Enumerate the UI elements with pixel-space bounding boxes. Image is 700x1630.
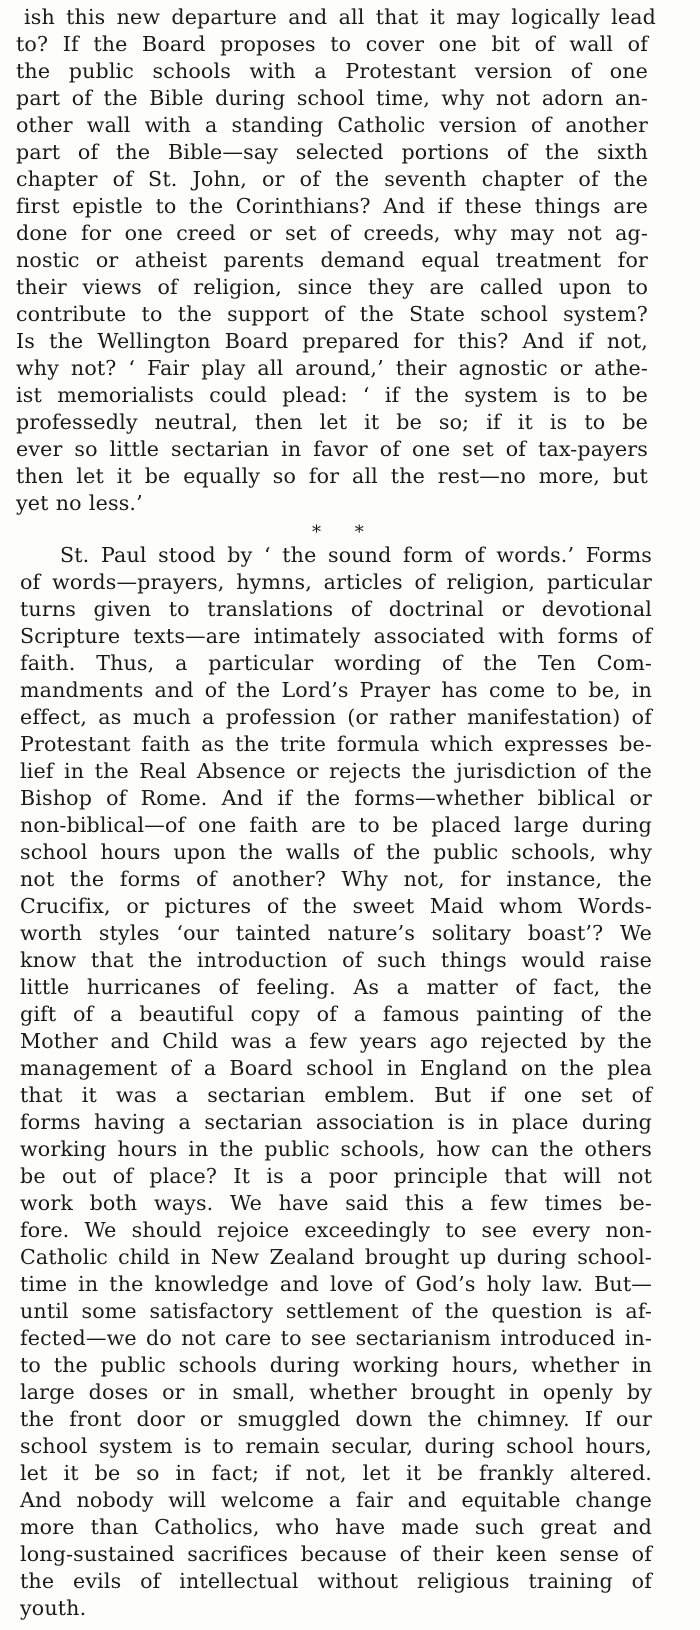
text-line: school system is to remain secular, during school hours, (20, 1434, 652, 1458)
text-line: to the public schools during working hours, whether in (20, 1353, 652, 1377)
text-line: management of a Board school in England on the plea (20, 1056, 652, 1080)
text-line: professedly neutral, then let it be so; if it is to be (16, 410, 648, 434)
text-line: the evils of intellectual without religious training of (20, 1569, 652, 1593)
text-line: not the forms of another? Why not, for instance, the (20, 867, 652, 891)
text-line: more than Catholics, who have made such great and (20, 1515, 652, 1539)
text-line: gift of a beautiful copy of a famous painting of the (20, 1002, 652, 1026)
text-line: Is the Wellington Board prepared for this? And if not, (16, 329, 648, 353)
text-line: be out of place? It is a poor principle that will not (20, 1164, 652, 1188)
text-line: done for one creed or set of creeds, why may not ag- (16, 221, 648, 245)
text-line: Bishop of Rome. And if the forms—whether biblical or (20, 786, 652, 810)
text-line: school hours upon the walls of the public schools, why (20, 840, 652, 864)
text-line: that it was a sectarian emblem. But if one set of (20, 1083, 652, 1107)
text-line: then let it be equally so for all the rest—no more, but (16, 464, 648, 488)
text-line: non-biblical—of one faith are to be placed large during (20, 813, 652, 837)
text-line: worth styles ‘our tainted nature’s solitary boast’? We (20, 921, 652, 945)
text-line: forms having a sectarian association is in place during (20, 1110, 652, 1134)
text-line: Mother and Child was a few years ago rejected by the (20, 1029, 652, 1053)
text-line: of words—prayers, hymns, articles of religion, particular (20, 570, 652, 594)
text-line: ist memorialists could plead: ‘ if the system is to be (16, 383, 648, 407)
text-line: faith. Thus, a particular wording of the Ten Com- (20, 651, 652, 675)
text-line: other wall with a standing Catholic version of another (16, 113, 648, 137)
text-line: large doses or in small, whether brought in openly by (20, 1380, 652, 1404)
text-line: contribute to the support of the State school system? (16, 302, 648, 326)
text-line: turns given to translations of doctrinal or devotional (20, 597, 652, 621)
text-line: ish this new departure and all that it may logically lead (24, 5, 656, 29)
text-line: to? If the Board proposes to cover one bit of wall of (16, 32, 648, 56)
text-line: part of the Bible—say selected portions of the sixth (16, 140, 648, 164)
text-line: St. Paul stood by ‘ the sound form of words.’ Forms (60, 543, 652, 567)
text-line: Crucifix, or pictures of the sweet Maid whom Words- (20, 894, 652, 918)
text-line: ever so little sectarian in favor of one set of tax-payers (16, 437, 648, 461)
text-line: youth. (20, 1596, 87, 1620)
text-line: And nobody will welcome a fair and equitable change (20, 1488, 652, 1512)
text-line: fected—we do not care to see sectarianism introduced in- (20, 1326, 652, 1350)
text-line: part of the Bible during school time, why not adorn an- (16, 86, 648, 110)
text-line: let it be so in fact; if not, let it be frankly altered. (20, 1461, 652, 1485)
text-line: why not? ‘ Fair play all around,’ their agnostic or athe- (16, 356, 648, 380)
text-line: first epistle to the Corinthians? And if these things are (16, 194, 648, 218)
text-line: time in the knowledge and love of God’s holy law. But— (20, 1272, 652, 1296)
text-line: the public schools with a Protestant version of one (16, 59, 648, 83)
text-line: until some satisfactory settlement of the question is af- (20, 1299, 652, 1323)
text-line: Catholic child in New Zealand brought up during school- (20, 1245, 652, 1269)
text-line: little hurricanes of feeling. As a matter of fact, the (20, 975, 652, 999)
text-line: lief in the Real Absence or rejects the jurisdiction of the (20, 759, 652, 783)
text-line: nostic or atheist parents demand equal treatment for (16, 248, 648, 272)
text-line: work both ways. We have said this a few times be- (20, 1191, 652, 1215)
text-line: the front door or smuggled down the chimney. If our (20, 1407, 652, 1431)
text-line: fore. We should rejoice exceedingly to see every non- (20, 1218, 652, 1242)
text-line: working hours in the public schools, how can the others (20, 1137, 652, 1161)
text-line: chapter of St. John, or of the seventh chapter of the (16, 167, 648, 191)
text-line: know that the introduction of such things would raise (20, 948, 652, 972)
text-line: Scripture texts—are intimately associated with forms of (20, 624, 652, 648)
text-line: yet no less.’ (16, 491, 143, 515)
text-line: mandments and of the Lord’s Prayer has come to be, in (20, 678, 652, 702)
section-separator: * * (312, 522, 378, 543)
text-line: long-sustained sacrifices because of their keen sense of (20, 1542, 652, 1566)
text-line: Protestant faith as the trite formula which expresses be- (20, 732, 652, 756)
text-line: their views of religion, since they are called upon to (16, 275, 648, 299)
text-line: effect, as much a profession (or rather manifestation) of (20, 705, 652, 729)
